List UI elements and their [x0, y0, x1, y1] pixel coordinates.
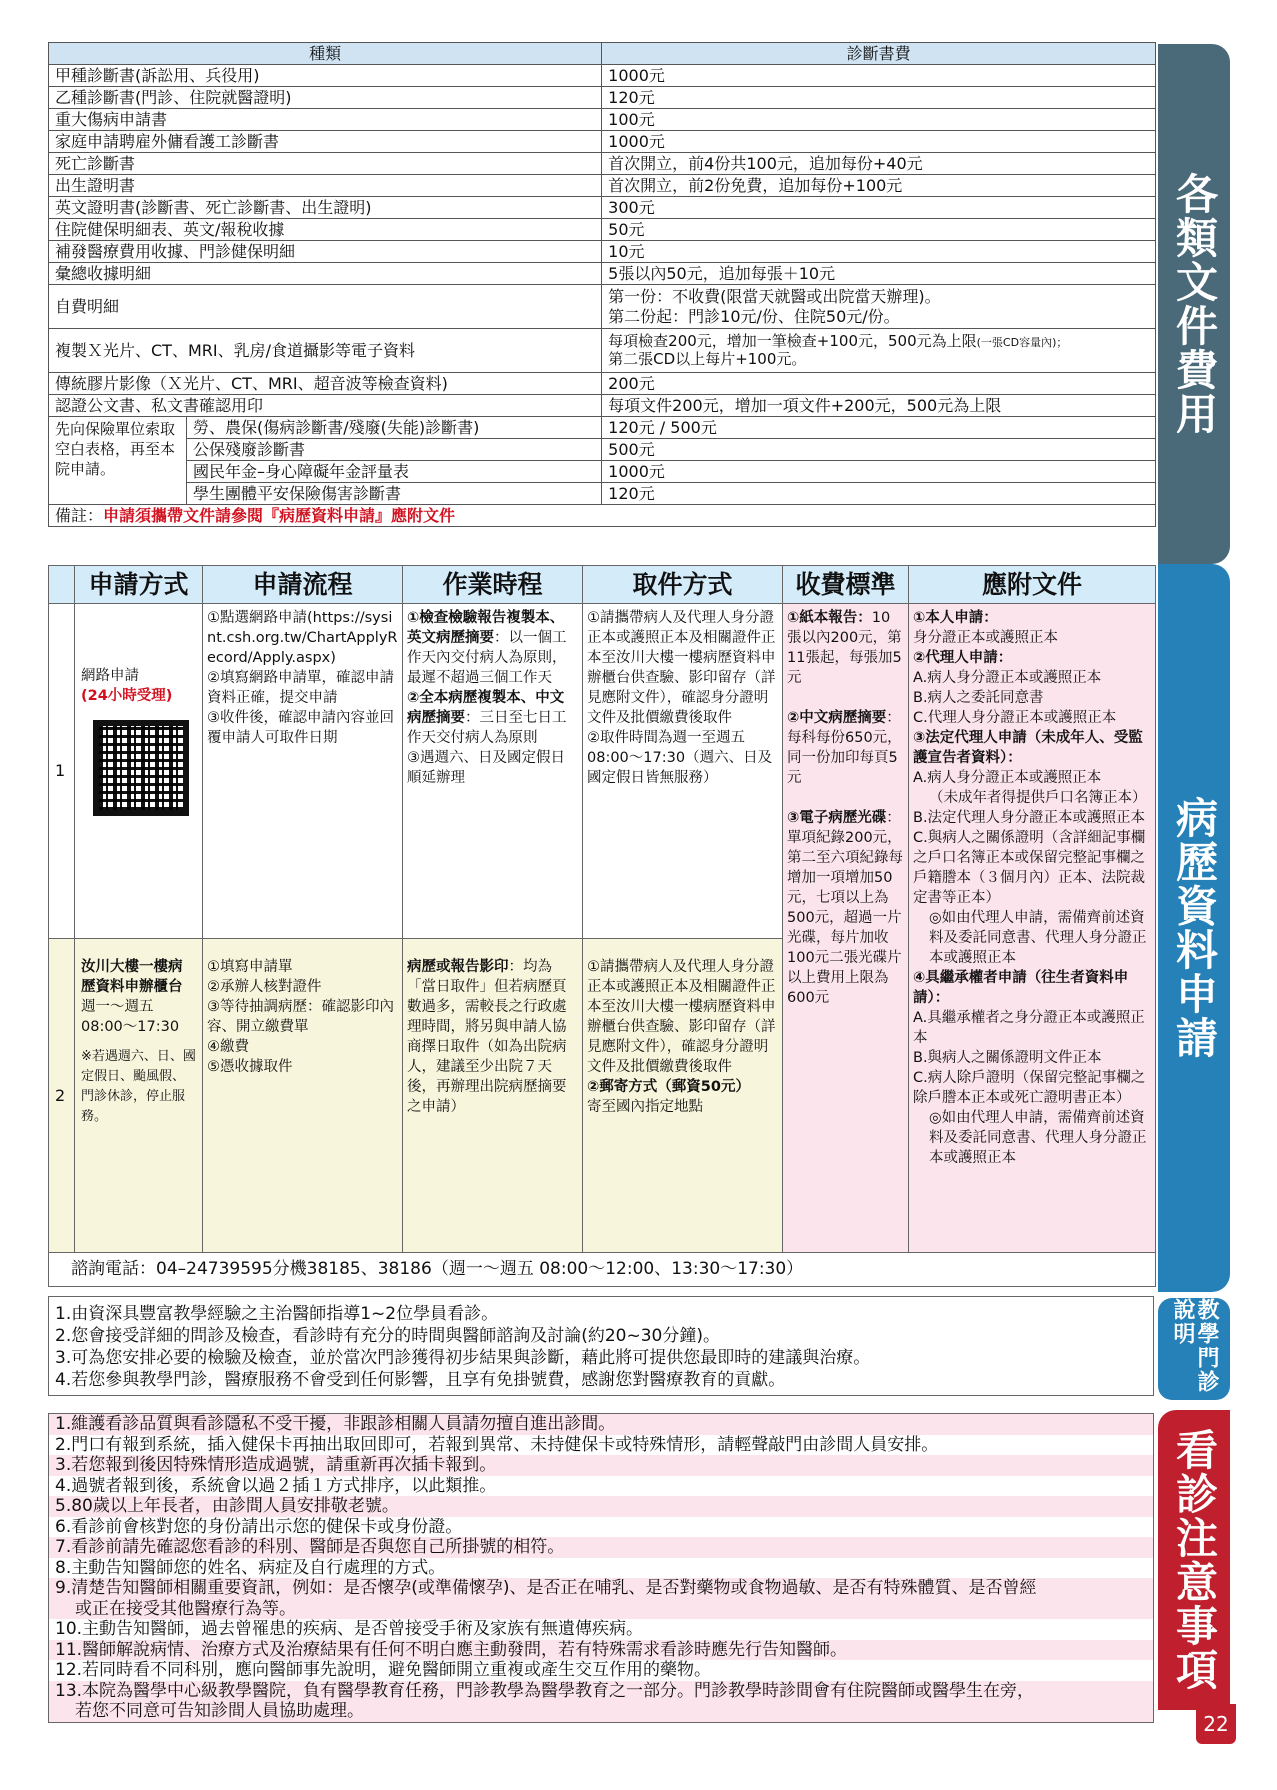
list-item: 2.您會接受詳細的問診及檢查，看診時有充分的時間與醫師諮詢及討論(約20~30分鐘)。 [55, 1326, 720, 1346]
pickup-counter: ①請攜帶病人及代理人身分證正本或護照正本及相關證件正本至汝川大樓一樓病歷資料申辦櫃台供查驗、影印留存（詳見應附文件），確認身分證明文件及批價繳費後取件 ②郵寄方式（郵資50元） 寄至國內指定地點 [583, 939, 783, 1253]
fee-type: 甲種診斷書(訴訟用、兵役用) [49, 65, 602, 87]
fee-price: 50元 [602, 219, 1156, 241]
tab-teaching-clinic: 教學門診說明 [1158, 1298, 1230, 1400]
fee-type: 複製Ｘ光片、CT、MRI、乳房/食道攝影等電子資料 [49, 329, 602, 373]
fee-price: 10元 [602, 241, 1156, 263]
fee-price: 120元 [602, 87, 1156, 109]
fee-table-header [49, 43, 1156, 65]
method-online [75, 604, 203, 939]
fee-type: 自費明細 [49, 285, 602, 329]
list-item: 3.可為您安排必要的檢驗及檢查，並於當次門診獲得初步結果與診斷，藉此將可提供您最即時的建議與治療。 [55, 1348, 871, 1368]
fee-price: 1000元 [602, 131, 1156, 153]
list-item: 若您不同意可告知診間人員協助處理。 [49, 1701, 1153, 1722]
flow-counter: ①填寫申請單 ②承辦人核對證件 ③等待抽調病歷：確認影印內容、開立繳費單 ④繳費 ⑤憑收據取件 [203, 939, 403, 1253]
fee-type: 補發醫療費用收據、門診健保明細 [49, 241, 602, 263]
list-item: 12.若同時看不同科別，應向醫師事先說明，避免醫師開立重複或產生交互作用的藥物。 [49, 1660, 1153, 1681]
time-counter: 病歷或報告影印：均為「當日取件」但若病歷頁數過多，需較長之行政處理時間，將另與申請人協商擇日取件（如為出院病人，建議至少出院７天後，再辦理出院病歷摘要之申請） [403, 939, 583, 1253]
fee-row-insurance [49, 483, 1156, 505]
list-item: 8.主動告知醫師您的姓名、病症及自行處理的方式。 [55, 1557, 446, 1578]
apply-row-online [49, 604, 1156, 939]
fee-header-price: 診斷書費 [602, 43, 1156, 65]
list-item: 7.看診前請先確認您看診的科別、醫師是否與您自己所掛號的相符。 [49, 1537, 1153, 1558]
fee-price: 1000元 [602, 461, 1156, 483]
teaching-clinic-list [48, 1296, 1154, 1396]
fee-remark: 備註：申請須攜帶文件請參閱『病歷資料申請』應附文件 [49, 505, 1156, 527]
list-item: 10.主動告知醫師，過去曾罹患的疾病、是否曾接受手術及家族有無遺傳疾病。 [49, 1619, 1153, 1640]
flow-step: ②填寫網路申請單，確認申請資料正確，提交申請 [207, 670, 394, 706]
fee-row [49, 109, 1156, 131]
fee-row-xray [49, 329, 1156, 373]
fee-type: 公保殘廢診斷書 [187, 439, 602, 461]
fee-type: 國民年金–身心障礙年金評量表 [187, 461, 602, 483]
fee-row [49, 175, 1156, 197]
header-docs: 應附文件 [909, 566, 1156, 604]
fee-type: 英文證明書(診斷書、死亡診斷書、出生證明) [49, 197, 602, 219]
fee-row [49, 197, 1156, 219]
method-counter: 汝川大樓一樓病歷資料申辦櫃台 週一～週五 08:00～17:30 ※若遇週六、日、國定假日、颱風假、門診休診，停止服務。 [75, 939, 203, 1253]
fee-row [49, 87, 1156, 109]
fee-type: 乙種診斷書(門診、住院就醫證明) [49, 87, 602, 109]
fee-row [49, 373, 1156, 395]
fee-price: 100元 [602, 109, 1156, 131]
fee-price: 500元 [602, 439, 1156, 461]
fee-row [49, 219, 1156, 241]
fee-type: 家庭申請聘雇外傭看護工診斷書 [49, 131, 602, 153]
fee-header-type: 種類 [49, 43, 602, 65]
fee-price: 120元 / 500元 [602, 417, 1156, 439]
fee-price: 第一份：不收費(限當天就醫或出院當天辦理)。 第二份起：門診10元/份、住院50元/份。 [602, 285, 1156, 329]
fee-row-self-pay [49, 285, 1156, 329]
record-application-table [48, 565, 1156, 1253]
fee-row-insurance [49, 417, 1156, 439]
fee-price: 首次開立，前2份免費，追加每份+100元 [602, 175, 1156, 197]
fee-table [48, 42, 1156, 527]
fee-remark-row [49, 505, 1156, 527]
flow-step: ①點選網路申請(https://sysint.csh.org.tw/ChartApplyRecord/Apply.aspx) [207, 610, 398, 666]
pickup-online: ①請攜帶病人及代理人身分證正本或護照正本及相關證件正本至汝川大樓一樓病歷資料申辦櫃台供查驗、影印留存（詳見應附文件），確認身分證明文件及批價繳費後取件 ②取件時間為週一至週五08:00～17:30（週六、日及國定假日皆無服務） [583, 604, 783, 939]
fee-row-insurance [49, 461, 1156, 483]
header-time: 作業時程 [403, 566, 583, 604]
fee-row [49, 395, 1156, 417]
fee-type: 勞、農保(傷病診斷書/殘廢(失能)診斷書) [187, 417, 602, 439]
fee-row [49, 153, 1156, 175]
list-item: 3.若您報到後因特殊情形造成過號，請重新再次插卡報到。 [49, 1455, 1153, 1476]
list-item: 或正在接受其他醫療行為等。 [49, 1599, 1153, 1620]
fee-row-insurance [49, 439, 1156, 461]
list-item: 1.由資深具豐富教學經驗之主治醫師指導1~2位學員看診。 [55, 1304, 499, 1324]
fee-price: 每項檢查200元，增加一筆檢查+100元，500元為上限(一張CD容量內)； 第二張CD以上每片+100元。 [602, 329, 1156, 373]
method-label: 網路申請 [81, 668, 139, 684]
fee-type: 重大傷病申請書 [49, 109, 602, 131]
fee-price: 1000元 [602, 65, 1156, 87]
fee-row [49, 131, 1156, 153]
row-number: 1 [49, 604, 75, 939]
fee-type: 彙總收據明細 [49, 263, 602, 285]
header-fee: 收費標準 [783, 566, 909, 604]
fee-standard: ①紙本報告：10張以內200元，第11張起，每張加5元 ②中文病歷摘要：每科每份650元，同一份加印每頁5元 ③電子病歷光碟：單項紀錄200元，第二至六項紀錄每增加一項增加50元，七項以上為500元，超過一片光碟，每片加收100元二張光碟片以上費用上限為600元 [783, 604, 909, 1253]
list-item: 4.若您參與教學門診，醫療服務不會受到任何影響，且享有免掛號費，感謝您對醫療教育的貢獻。 [55, 1370, 786, 1390]
header-flow: 申請流程 [203, 566, 403, 604]
list-item: 4.過號者報到後，系統會以過２插１方式排序，以此類推。 [55, 1475, 497, 1496]
flow-online [203, 604, 403, 939]
fee-type: 出生證明書 [49, 175, 602, 197]
list-item: 13.本院為醫學中心級教學醫院，負有醫學教育任務，門診教學為醫學教育之一部分。門診教學時診間會有住院醫師或醫學生在旁， [49, 1681, 1153, 1702]
fee-price: 300元 [602, 197, 1156, 219]
list-item: 5.80歲以上年長者，由診間人員安排敬老號。 [49, 1496, 1153, 1517]
fee-type: 住院健保明細表、英文/報稅收據 [49, 219, 602, 241]
row-number: 2 [49, 939, 75, 1253]
header-method: 申請方式 [75, 566, 203, 604]
fee-price: 每項文件200元，增加一項文件+200元，500元為上限 [602, 395, 1156, 417]
consultation-phone: 諮詢電話：04–24739595分機38185、38186（週一～週五 08:00～12:00、13:30～17:30） [48, 1253, 1156, 1287]
visit-notes-list [48, 1413, 1154, 1723]
list-item: 9.清楚告知醫師相關重要資訊，例如：是否懷孕(或準備懷孕)、是否正在哺乳、是否對藥物或食物過敏、是否有特殊體質、是否曾經 [49, 1578, 1153, 1599]
fee-price: 5張以內50元，追加每張＋10元 [602, 263, 1156, 285]
list-item: 6.看診前會核對您的身份請出示您的健保卡或身份證。 [55, 1516, 463, 1537]
fee-type: 學生團體平安保險傷害診斷書 [187, 483, 602, 505]
fee-row [49, 65, 1156, 87]
required-documents: ①本人申請： 身分證正本或護照正本 ②代理人申請： A.病人身分證正本或護照正本 B.病人之委託同意書 C.代理人身分證正本或護照正本 ③法定代理人申請（未成年人、受監護宣告者資料）： A.病人身分證正本或護照正本 （未成年者得提供戶口名簿正本） B.法定代理人身分證正本或護照正本 C.與病人之關係證明（含詳細記事欄之戶口名簿正本或保留完整記事欄之戶籍謄本（３個月內）正本、法院裁定書等正本） ◎如由代理人申請，需備齊前述資料及委託同意書、代理人身分證正本或護照正本 ④具繼承權者申請（往生者資料申請）： A.具繼承權者之身分證正本或護照正本 B.與病人之關係證明文件正本 C.病人除戶證明（保留完整記事欄之除戶謄本正本或死亡證明書正本） ◎如由代理人申請，需備齊前述資料及委託同意書、代理人身分證正本或護照正本 [909, 604, 1156, 1253]
qr-code-icon[interactable] [93, 720, 189, 816]
list-item: 11.醫師解說病情、治療方式及治療結果有任何不明白應主動發問，若有特殊需求看診時應先行告知醫師。 [49, 1640, 1153, 1661]
tab-record-application: 病歷資料申請 [1158, 564, 1230, 1292]
insurance-note: 先向保險單位索取空白表格，再至本院申請。 [49, 417, 187, 505]
fee-price: 120元 [602, 483, 1156, 505]
tab-document-fees: 各類文件費用 [1158, 44, 1230, 564]
fee-price: 首次開立，前4份共100元，追加每份+40元 [602, 153, 1156, 175]
fee-type: 死亡診斷書 [49, 153, 602, 175]
fee-row [49, 241, 1156, 263]
list-item: 2.門口有報到系統，插入健保卡再抽出取回即可，若報到異常、未持健保卡或特殊情形，請輕聲敲門由診間人員安排。 [55, 1434, 939, 1455]
apply-header-row [49, 566, 1156, 604]
flow-step: ③收件後，確認申請內容並回覆申請人可取件日期 [207, 710, 394, 746]
tab-visit-notes: 看診注意事項 [1158, 1410, 1230, 1710]
fee-type: 認證公文書、私文書確認用印 [49, 395, 602, 417]
fee-row [49, 263, 1156, 285]
header-pickup: 取件方式 [583, 566, 783, 604]
page-number: 22 [1196, 1704, 1236, 1744]
list-item: 1.維護看診品質與看診隱私不受干擾，非跟診相關人員請勿擅自進出診間。 [49, 1414, 1153, 1435]
time-online: ①檢查檢驗報告複製本、英文病歷摘要：以一個工作天內交付病人為原則，最遲不超過三個工作天 ②全本病歷複製本、中文病歷摘要：三日至七日工作天交付病人為原則 ③遇週六、日及國定假日順延辦理 [403, 604, 583, 939]
fee-type: 傳統膠片影像（Ｘ光片、CT、MRI、超音波等檢查資料) [49, 373, 602, 395]
fee-price: 200元 [602, 373, 1156, 395]
method-note: (24小時受理) [81, 688, 173, 704]
